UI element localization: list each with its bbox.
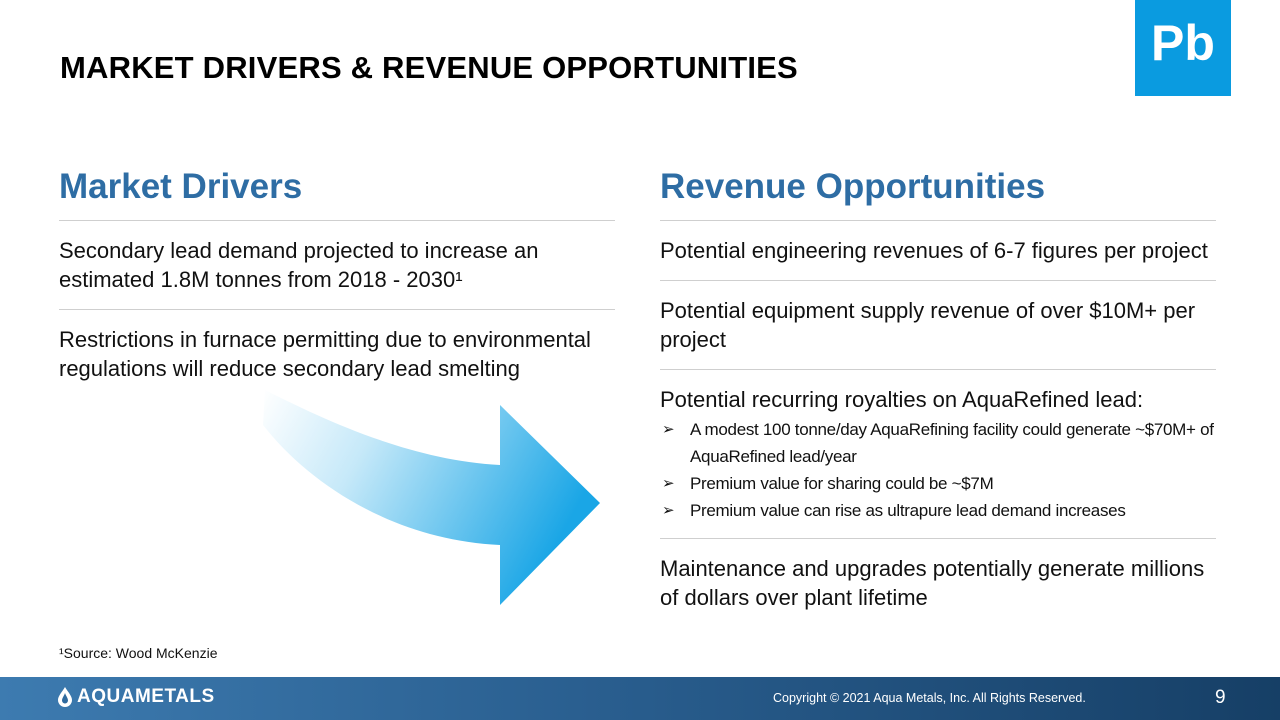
arrow-bullet-icon: ➢ [662, 475, 675, 492]
revenue-opportunities-column [660, 165, 1216, 627]
market-drivers-heading: Market Drivers [59, 165, 615, 221]
curved-arrow-graphic [255, 370, 605, 610]
revenue-item-royalties [660, 370, 1216, 539]
logo-drop-icon [57, 687, 73, 707]
page-number: 9 [1215, 687, 1226, 708]
market-drivers-column [59, 165, 615, 398]
arrow-bullet-icon: ➢ [662, 421, 675, 438]
market-driver-item: Secondary lead demand projected to increase an estimated 1.8M tonnes from 2018 - 2030¹ [59, 221, 615, 310]
market-driver-item: Restrictions in furnace permitting due to environmental regulations will reduce secondary lead smelting [59, 327, 591, 381]
footer-bar [0, 677, 1280, 720]
source-footnote: ¹Source: Wood McKenzie [59, 645, 218, 661]
sub-list-item-text: Premium value can rise as ultrapure lead demand increases [690, 501, 1126, 520]
sub-list-item [660, 497, 1216, 524]
slide-title: MARKET DRIVERS & REVENUE OPPORTUNITIES [60, 50, 798, 85]
copyright-text: Copyright © 2021 Aqua Metals, Inc. All Rights Reserved. [773, 691, 1086, 705]
sub-list-item-text: A modest 100 tonne/day AquaRefining facility could generate ~$70M+ of AquaRefined lead/year [690, 420, 1214, 466]
arrow-bullet-icon: ➢ [662, 502, 675, 519]
revenue-item: Potential engineering revenues of 6-7 figures per project [660, 221, 1216, 281]
sub-list-item [660, 416, 1216, 470]
element-badge: Pb [1135, 0, 1231, 96]
aquametals-logo [57, 686, 215, 708]
revenue-opportunities-heading: Revenue Opportunities [660, 165, 1216, 221]
revenue-item-text: Potential recurring royalties on AquaRefined lead: [660, 387, 1144, 412]
royalties-sub-list [660, 416, 1216, 524]
sub-list-item [660, 470, 1216, 497]
revenue-item: Maintenance and upgrades potentially generate millions of dollars over plant lifetime [660, 556, 1205, 610]
sub-list-item-text: Premium value for sharing could be ~$7M [690, 474, 994, 493]
logo-text: AQUAMETALS [77, 686, 215, 707]
revenue-item: Potential equipment supply revenue of over $10M+ per project [660, 281, 1216, 370]
